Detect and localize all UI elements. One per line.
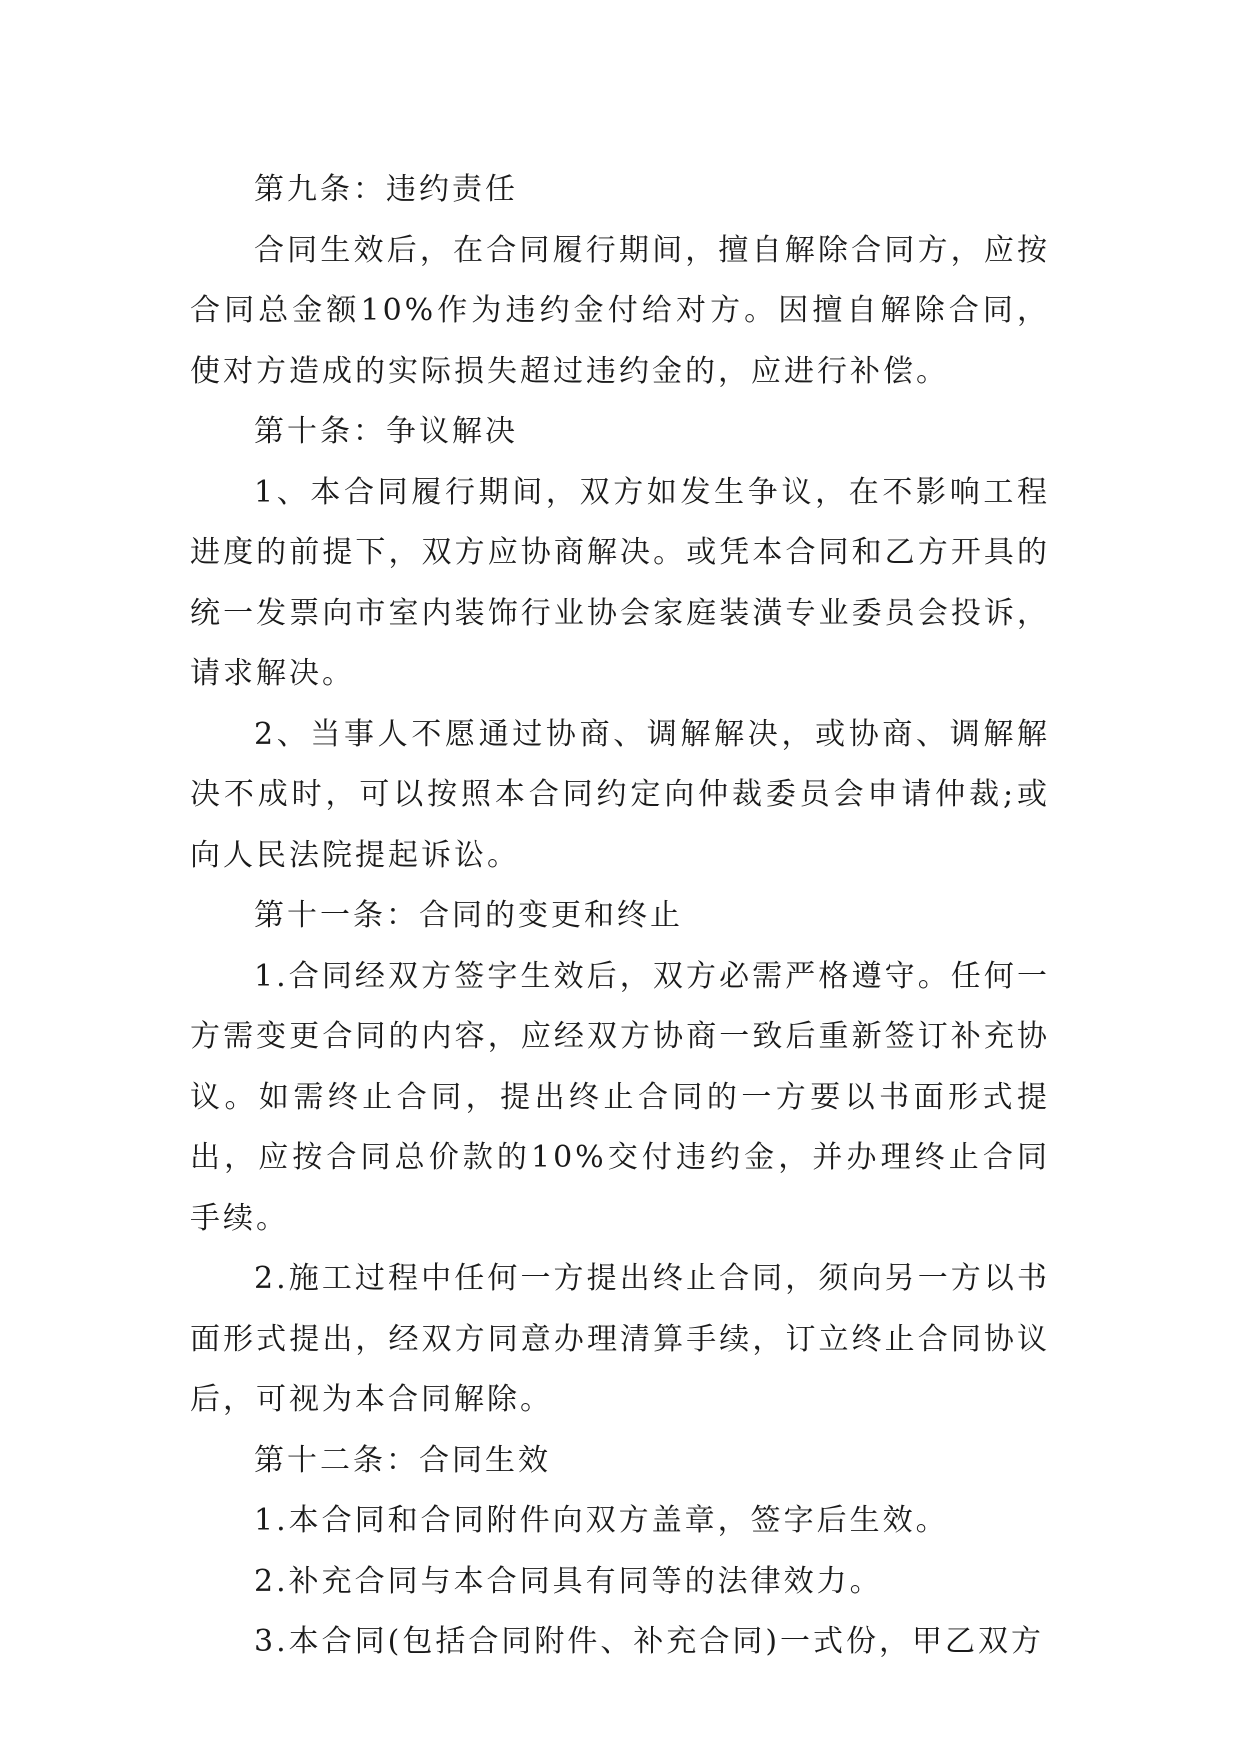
article-10-heading: 第十条：争议解决 xyxy=(254,414,518,449)
article-9-heading: 第九条：违约责任 xyxy=(254,172,518,207)
article-12-clause-2: 2.补充合同与本合同具有同等的法律效力。 xyxy=(254,1563,883,1599)
article-12-clause-1: 1.本合同和合同附件向双方盖章，签字后生效。 xyxy=(254,1503,949,1538)
article-10-clause-2: 2、当事人不愿通过协商、调解解决，或协商、调解解决不成时，可以按照本合同约定向仲裁委员会申请仲裁;或向人民法院提起诉讼。 xyxy=(190,716,1050,873)
article-9-body: 合同生效后，在合同履行期间，擅自解除合同方，应按合同总金额10%作为违约金付给对方。因擅自解除合同，使对方造成的实际损失超过违约金的，应进行补偿。 xyxy=(190,232,1050,389)
article-12-heading: 第十二条：合同生效 xyxy=(254,1442,551,1478)
article-11-clause-2: 2.施工过程中任何一方提出终止合同，须向另一方以书面形式提出，经双方同意办理清算手续，订立终止合同协议后，可视为本合同解除。 xyxy=(190,1261,1050,1417)
article-11-heading: 第十一条：合同的变更和终止 xyxy=(254,898,683,933)
article-11-clause-1: 1.合同经双方签字生效后，双方必需严格遵守。任何一方需变更合同的内容，应经双方协商一致后重新签订补充协议。如需终止合同，提出终止合同的一方要以书面形式提出，应按合同总价款的10%交付违约金，并办理终止合同手续。 xyxy=(190,958,1050,1236)
article-10-clause-1: 1、本合同履行期间，双方如发生争议，在不影响工程进度的前提下，双方应协商解决。或凭本合同和乙方开具的统一发票向市室内装饰行业协会家庭装潢专业委员会投诉，请求解决。 xyxy=(190,474,1050,691)
document-page xyxy=(190,160,1050,1673)
article-12-clause-3: 3.本合同(包括合同附件、补充合同)一式份，甲乙双方 xyxy=(254,1624,1045,1659)
